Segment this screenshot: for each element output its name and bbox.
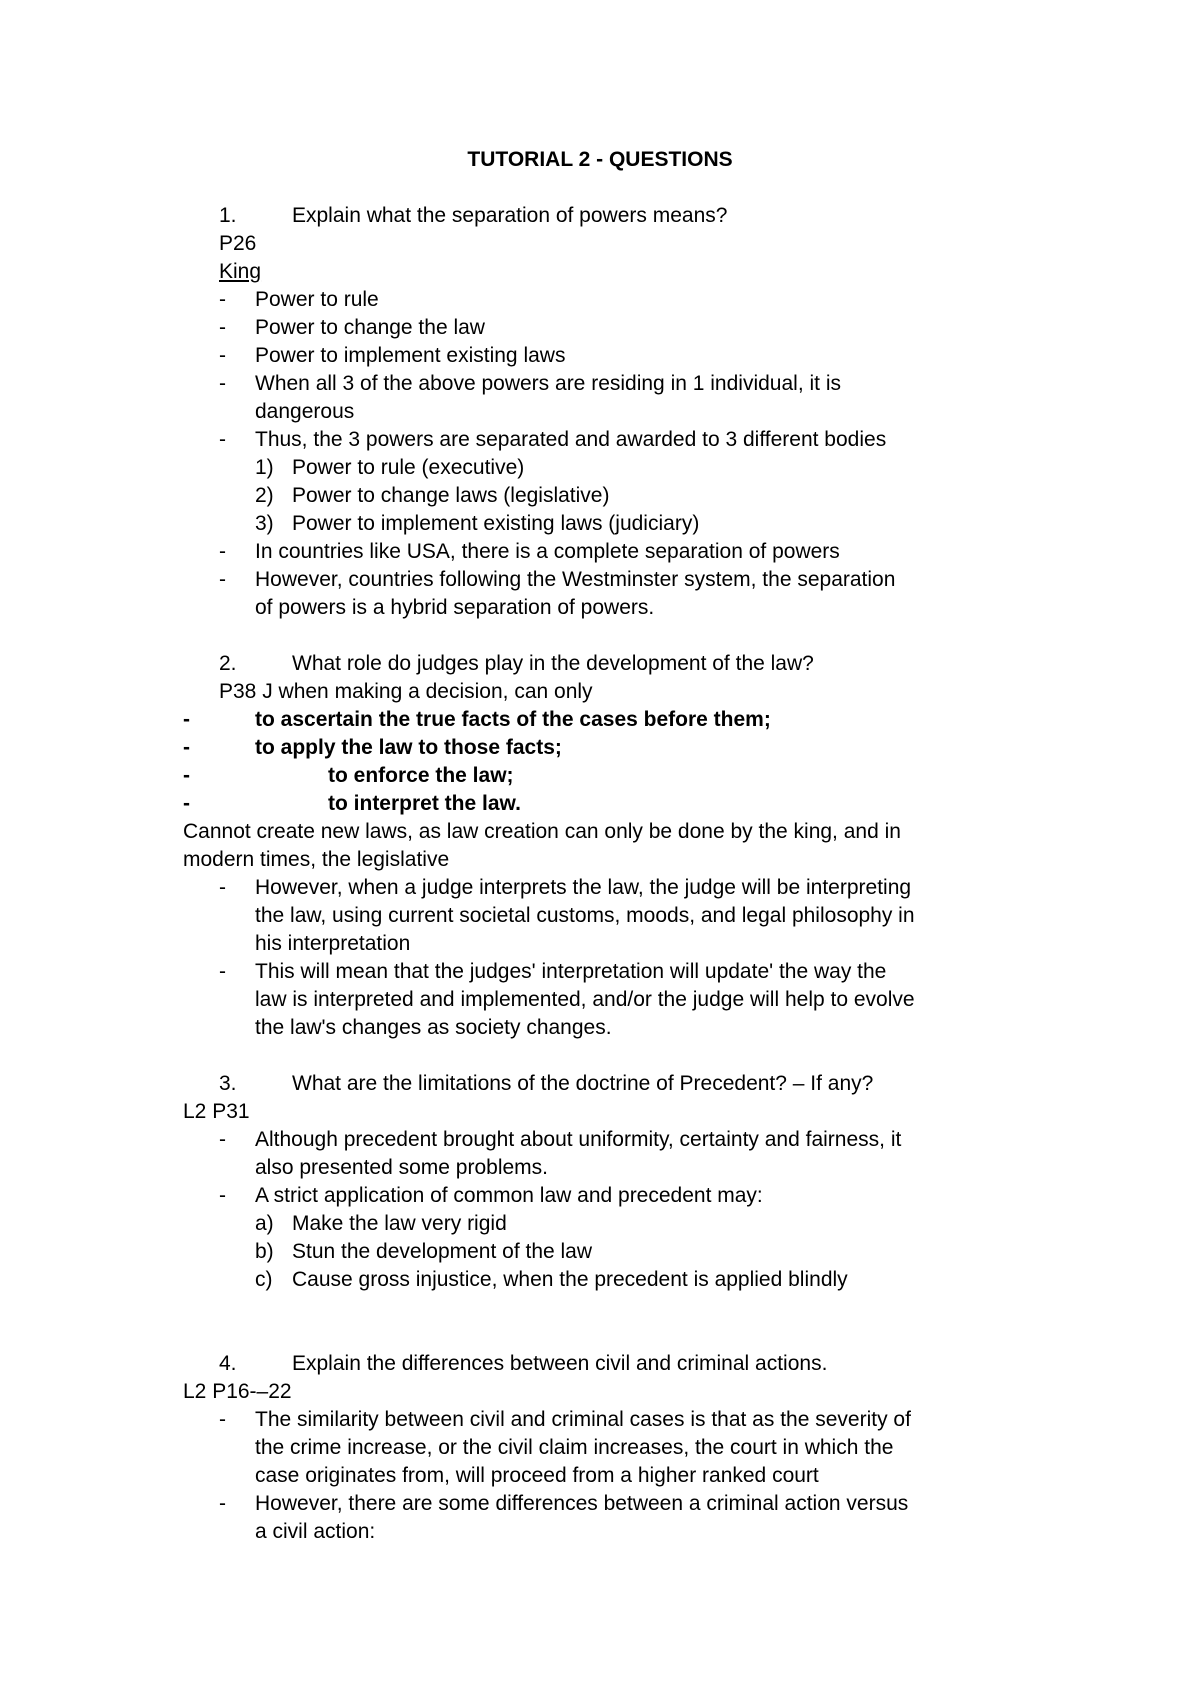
question-number: 1. xyxy=(219,204,237,227)
bullet-continuation: a civil action: xyxy=(255,1520,376,1543)
bullet-continuation: dangerous xyxy=(255,400,355,423)
numbered-item: 1) Power to rule (executive) xyxy=(255,456,525,479)
bullet-item: - Although precedent brought about uniformity, certainty and fairness, it xyxy=(219,1128,902,1151)
bullet-item: - Power to rule xyxy=(219,288,379,311)
page-reference: P26 xyxy=(219,232,257,255)
spacer xyxy=(0,1294,1200,1350)
bold-item: - to enforce the law; xyxy=(183,764,514,787)
spacer xyxy=(0,622,1200,650)
paragraph-line: Cannot create new laws, as law creation can only be done by the king, and in xyxy=(183,820,901,843)
section-heading: King xyxy=(219,260,262,283)
bold-item: - to apply the law to those facts; xyxy=(183,736,562,759)
page-reference: P38 J when making a decision, can only xyxy=(219,680,593,703)
numbered-item: 3) Power to implement existing laws (judiciary) xyxy=(255,512,700,535)
question-3 xyxy=(0,1070,1200,1098)
bullet-continuation: the crime increase, or the civil claim increases, the court in which the xyxy=(255,1436,894,1459)
bullet-continuation: his interpretation xyxy=(255,932,411,955)
bullet-continuation: of powers is a hybrid separation of powers. xyxy=(255,596,655,619)
spacer xyxy=(0,1042,1200,1070)
question-2 xyxy=(0,650,1200,678)
bold-item: - to interpret the law. xyxy=(183,792,521,815)
bullet-continuation: also presented some problems. xyxy=(255,1156,548,1179)
lettered-item: c) Cause gross injustice, when the precedent is applied blindly xyxy=(255,1268,848,1291)
bullet-continuation: the law's changes as society changes. xyxy=(255,1016,612,1039)
bullet-continuation: law is interpreted and implemented, and/or the judge will help to evolve xyxy=(255,988,915,1011)
document-body xyxy=(0,202,1200,1546)
question-4 xyxy=(0,1350,1200,1378)
question-number: 3. xyxy=(219,1072,237,1095)
bullet-item: - A strict application of common law and precedent may: xyxy=(219,1184,763,1207)
bullet-item: - This will mean that the judges' interpretation will update' the way the xyxy=(219,960,887,983)
question-text: Explain what the separation of powers means? xyxy=(292,204,728,227)
bullet-item: - However, there are some differences between a criminal action versus xyxy=(219,1492,909,1515)
question-text: What are the limitations of the doctrine of Precedent? – If any? xyxy=(292,1072,874,1095)
question-1 xyxy=(0,202,1200,230)
question-number: 2. xyxy=(219,652,237,675)
bullet-item: - However, when a judge interprets the law, the judge will be interpreting xyxy=(219,876,912,899)
bullet-item: - When all 3 of the above powers are residing in 1 individual, it is xyxy=(219,372,841,395)
question-number: 4. xyxy=(219,1352,237,1375)
bullet-item: - Power to implement existing laws xyxy=(219,344,566,367)
bold-item: - to ascertain the true facts of the cases before them; xyxy=(183,708,771,731)
lettered-item: a) Make the law very rigid xyxy=(255,1212,507,1235)
bullet-item: - The similarity between civil and criminal cases is that as the severity of xyxy=(219,1408,911,1431)
page-reference: L2 P16-–22 xyxy=(183,1380,292,1403)
bullet-item: - Thus, the 3 powers are separated and awarded to 3 different bodies xyxy=(219,428,887,451)
bullet-continuation: the law, using current societal customs, moods, and legal philosophy in xyxy=(255,904,915,927)
bullet-item: - In countries like USA, there is a complete separation of powers xyxy=(219,540,840,563)
question-text: Explain the differences between civil and criminal actions. xyxy=(292,1352,828,1375)
bullet-item: - However, countries following the Westminster system, the separation xyxy=(219,568,896,591)
lettered-item: b) Stun the development of the law xyxy=(255,1240,593,1263)
numbered-item: 2) Power to change laws (legislative) xyxy=(255,484,610,507)
page-title: TUTORIAL 2 - QUESTIONS xyxy=(467,148,733,171)
question-text: What role do judges play in the development of the law? xyxy=(292,652,814,675)
bullet-continuation: case originates from, will proceed from a higher ranked court xyxy=(255,1464,819,1487)
bullet-item: - Power to change the law xyxy=(219,316,485,339)
page-reference: L2 P31 xyxy=(183,1100,250,1123)
paragraph-line: modern times, the legislative xyxy=(183,848,450,871)
